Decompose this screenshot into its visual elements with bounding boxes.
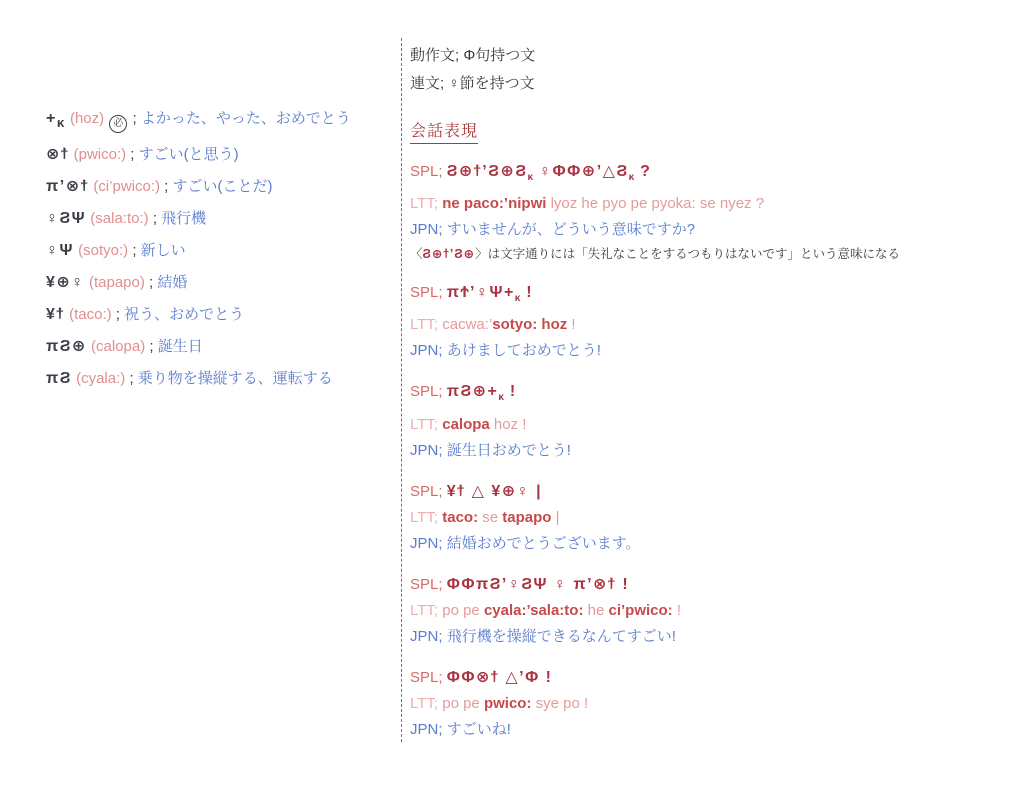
ltt-label: LTT; — [410, 601, 443, 619]
jpn-label: JPN; — [410, 534, 447, 552]
jpn-translation: すごいね! — [446, 720, 511, 738]
ltt-line — [410, 598, 1016, 624]
japanese-meaning: 誕生日 — [157, 338, 203, 355]
ltt-transliteration — [442, 416, 526, 433]
ltt-label: LTT; — [410, 195, 443, 213]
ltt-plain: hoz ! — [489, 415, 527, 433]
romanization: (hoz) — [69, 110, 109, 127]
spl-glyphs: $\pi Ϩ\oplus+_ᴋ$ ! — [446, 383, 517, 404]
vocab-entry — [46, 139, 396, 171]
jpn-line — [410, 217, 1016, 243]
ltt-line — [410, 505, 1016, 531]
separator: ; — [149, 338, 158, 355]
jpn-translation: すいませんが、どういう意味ですか? — [446, 221, 696, 239]
spl-line — [410, 280, 1016, 312]
ltt-label: LTT; — [410, 316, 443, 334]
dialogue-column — [410, 0, 1016, 743]
spl-label: SPL; — [410, 163, 447, 180]
jpn-line — [410, 624, 1016, 650]
vocab-entry — [46, 331, 396, 363]
separator: ; — [132, 110, 141, 127]
ltt-line — [410, 412, 1016, 438]
spl-line — [410, 479, 1016, 505]
jpn-translation: 誕生日おめでとう! — [446, 441, 571, 459]
japanese-meaning: 結婚 — [157, 274, 188, 291]
spl-glyphs: ΦΦ⊗ϯ △ʼΦ ! — [446, 668, 553, 686]
jpn-label: JPN; — [410, 221, 447, 239]
ltt-plain: po pe — [442, 601, 484, 619]
spl-line — [410, 665, 1016, 691]
ltt-keyword: cyala:’sala:to: — [483, 601, 584, 619]
jpn-label: JPN; — [410, 342, 447, 360]
romanization: (taco:) — [69, 306, 116, 323]
vocab-entry — [46, 299, 396, 331]
conlang-glyph: πʼ⊗ϯ — [46, 178, 90, 195]
dialogue-block — [410, 159, 1016, 265]
romanization: (tapapo) — [88, 274, 150, 291]
romanization: (sotyo:) — [78, 242, 133, 259]
ltt-transliteration — [442, 695, 588, 712]
grammar-note-action-sentence: 動作文; Φ句持つ文 — [410, 47, 536, 64]
separator: ; — [130, 146, 139, 163]
ltt-plain: ! — [567, 316, 576, 334]
conlang-glyph: ♀ϨΨ — [46, 210, 87, 227]
japanese-meaning: 飛行機 — [161, 210, 207, 227]
japanese-meaning: 乗り物を操縦する、運転する — [137, 370, 333, 387]
ltt-plain: ! — [672, 601, 682, 619]
dialogue-block — [410, 572, 1016, 650]
spl-line — [410, 379, 1016, 411]
dialogue-block — [410, 665, 1016, 743]
jpn-label: JPN; — [410, 441, 447, 459]
ltt-plain: po pe — [442, 694, 484, 712]
dialogue-block — [410, 479, 1016, 557]
japanese-meaning: 祝う、おめでとう — [124, 306, 245, 323]
spl-glyphs: ¥ϯ △ ¥⊕♀ | — [446, 482, 543, 500]
japanese-meaning: よかった、やった、おめでとう — [140, 110, 351, 127]
ltt-label: LTT; — [410, 508, 443, 526]
column-divider — [401, 38, 402, 742]
japanese-meaning: 新しい — [140, 242, 186, 259]
ltt-label: LTT; — [410, 415, 443, 433]
note-glyphs: Ϩ⊕ϯʼϨ⊕ — [422, 247, 476, 262]
vocab-entry — [46, 103, 396, 135]
ltt-keyword: tapapo — [502, 508, 552, 526]
separator: ; — [149, 274, 158, 291]
ltt-transliteration — [442, 316, 575, 333]
spl-line — [410, 159, 1016, 191]
romanization: (cyala:) — [76, 370, 130, 387]
conlang-glyph: ♀Ψ — [46, 242, 74, 259]
dialogue-block — [410, 280, 1016, 364]
ltt-transliteration — [442, 602, 681, 619]
vocab-entry — [46, 203, 396, 235]
separator: ; — [115, 306, 125, 323]
conlang-glyph: πϨ — [46, 370, 72, 387]
vocab-entry — [46, 235, 396, 267]
note-text: 〉は文字通りには「失礼なことをするつもりはないです」という意味になる — [475, 247, 900, 262]
jpn-label: JPN; — [410, 627, 447, 645]
spl-glyphs: ΦΦπϨʼ♀ϨΨ ♀ πʼ⊗ϯ ! — [446, 575, 630, 593]
ltt-plain: lyoz he pyo pe pyoka: se nyez ? — [546, 195, 765, 213]
grammar-note-compound-sentence: 連文; ♀節を持つ文 — [410, 75, 535, 92]
interjection-badge — [108, 110, 128, 127]
spl-label: SPL; — [410, 668, 447, 686]
section-title-conversation-expressions: 会話表現 — [410, 118, 478, 144]
japanese-meaning: すごい(と思う) — [138, 146, 239, 163]
ltt-transliteration — [442, 195, 764, 212]
jpn-translation: あけましておめでとう! — [446, 342, 601, 360]
spl-line — [410, 572, 1016, 598]
ltt-line — [410, 312, 1016, 338]
separator: ; — [152, 210, 162, 227]
jpn-translation: 結婚おめでとうございます。 — [446, 534, 641, 552]
separator: ; — [164, 178, 173, 195]
ltt-keyword: ci’pwico: — [608, 601, 673, 619]
vocab-entry — [46, 267, 396, 299]
dialogue-examples — [410, 159, 1016, 743]
conlang-glyph: $+_ᴋ$ — [46, 110, 66, 131]
jpn-line — [410, 717, 1016, 743]
ltt-keyword: ne paco:’nipwi — [442, 195, 547, 213]
separator: ; — [132, 242, 141, 259]
spl-label: SPL; — [410, 284, 447, 302]
ltt-plain: se — [478, 508, 503, 526]
ltt-keyword: sotyo: hoz — [492, 316, 568, 334]
circled-kanji-badge: 必 — [109, 115, 127, 133]
jpn-line — [410, 338, 1016, 364]
vocab-entry — [46, 363, 396, 395]
jpn-label: JPN; — [410, 720, 447, 738]
ltt-line — [410, 691, 1016, 717]
dialogue-block — [410, 379, 1016, 463]
jpn-line — [410, 438, 1016, 464]
romanization: (calopa) — [91, 338, 150, 355]
romanization: (ci’pwico:) — [93, 178, 165, 195]
ltt-transliteration — [442, 509, 559, 526]
literal-meaning-note — [410, 243, 1016, 265]
separator: ; — [129, 370, 138, 387]
ltt-plain: he — [583, 601, 609, 619]
jpn-translation: 飛行機を操縦できるなんてすごい! — [446, 627, 676, 645]
ltt-keyword: calopa — [442, 415, 490, 433]
conlang-glyph: ⊗ϯ — [46, 146, 70, 163]
ltt-plain: sye po ! — [531, 694, 589, 712]
ltt-keyword: pwico: — [483, 694, 532, 712]
japanese-meaning: すごい(ことだ) — [172, 178, 273, 195]
spl-label: SPL; — [410, 482, 447, 500]
spl-glyphs: $\pi Ϯʼ♀\Psi+_ᴋ$ ! — [446, 284, 534, 305]
spl-glyphs: $Ϩ\oplus ϯʼϨ\oplus Ϩ_ᴋ$ $♀\Phi\Phi\oplus ʼ\triangle Ϩ_ᴋ$ ? — [446, 163, 652, 184]
ltt-plain: | — [551, 508, 560, 526]
ltt-keyword: taco: — [442, 508, 479, 526]
spl-label: SPL; — [410, 575, 447, 593]
ltt-line — [410, 191, 1016, 217]
romanization: (sala:to:) — [90, 210, 153, 227]
ltt-label: LTT; — [410, 694, 443, 712]
ltt-plain: cacwa:’ — [442, 316, 493, 334]
conlang-glyph: ¥ϯ — [46, 306, 65, 323]
jpn-line — [410, 531, 1016, 557]
conlang-glyph: ¥⊕♀ — [46, 274, 85, 291]
vocab-entry — [46, 171, 396, 203]
spl-label: SPL; — [410, 383, 447, 401]
note-open-bracket: 〈 — [410, 247, 423, 262]
vocabulary-list — [46, 103, 396, 395]
romanization: (pwico:) — [73, 146, 131, 163]
conlang-glyph: πϨ⊕ — [46, 338, 87, 355]
